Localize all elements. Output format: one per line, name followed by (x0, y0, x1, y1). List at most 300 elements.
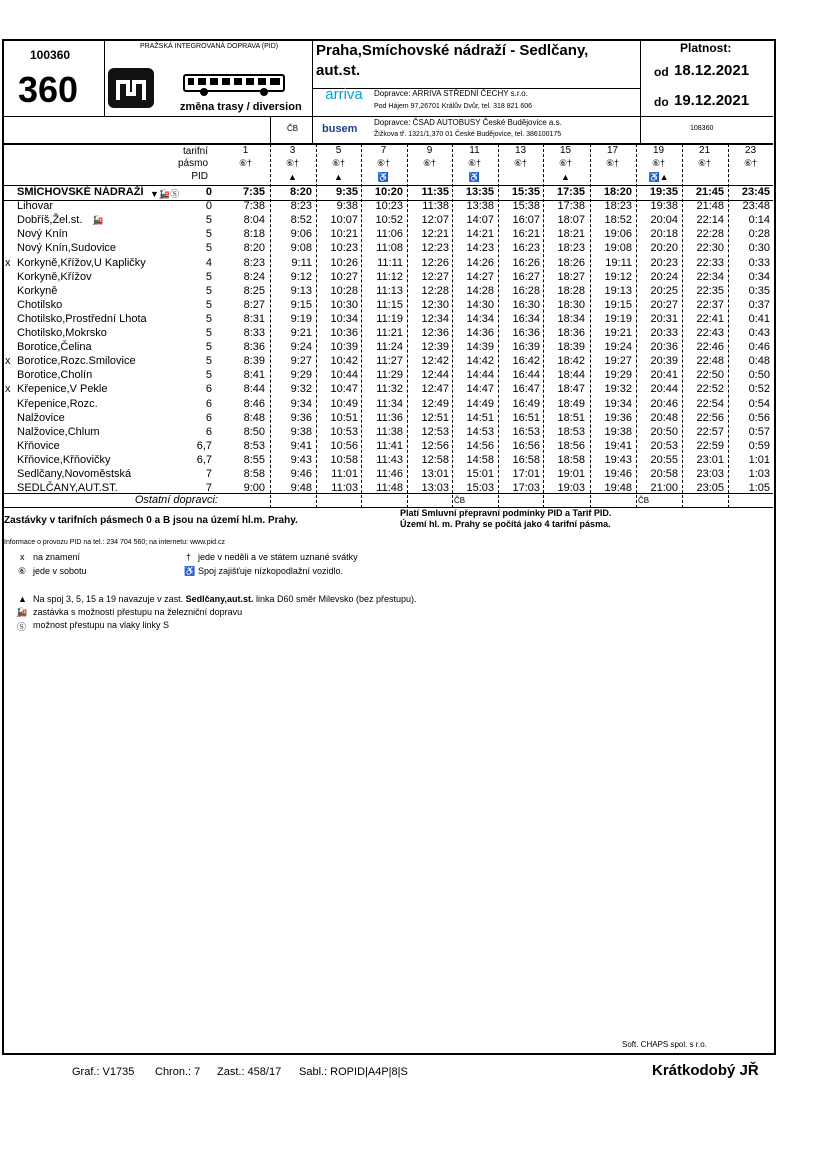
carrier1-address: Pod Hájem 97,26701 Králův Dvůr, tel. 318 821 606 (374, 103, 532, 110)
departure-time: 19:46 (604, 468, 632, 480)
trip-days-symbol: ⑥† (605, 158, 620, 168)
departure-time: 8:58 (243, 468, 265, 480)
stop-zone: 5 (205, 228, 212, 241)
departure-time: 21:45 (695, 186, 724, 198)
departure-time: 16:44 (512, 369, 540, 382)
departure-time: 12:21 (421, 228, 449, 241)
stop-zone: 5 (205, 214, 212, 227)
departure-time: 19:35 (649, 186, 678, 198)
diversion-label: změna trasy / diversion (180, 101, 302, 113)
trip-days-symbol: ⑥† (651, 158, 666, 168)
first-row-divider (3, 200, 773, 201)
stop-zone: 5 (205, 298, 212, 311)
departure-time: 18:53 (557, 425, 585, 438)
departure-time: 19:21 (604, 327, 632, 339)
stop-zone: 6 (205, 425, 212, 438)
stop-name: SEDLČANY,AUT.ST. (17, 482, 118, 495)
trip-days-symbol: ⑥† (376, 158, 391, 168)
departure-time: 22:57 (696, 425, 724, 438)
validity-to-prefix: do (654, 95, 669, 109)
header-vline-4 (270, 116, 271, 143)
departure-time: 20:25 (650, 284, 678, 297)
validity-from-prefix: od (654, 65, 669, 79)
departure-time: 7:35 (242, 186, 265, 198)
arriva-logo: arriva (325, 86, 363, 103)
departure-time: 22:43 (696, 327, 724, 339)
departure-time: 14:21 (466, 228, 494, 241)
departure-time: 11:11 (377, 256, 403, 269)
departure-time: 20:24 (650, 270, 678, 283)
departure-time: 12:56 (421, 439, 449, 452)
license-code: 108360 (690, 125, 714, 132)
stop-name: Nový Knín,Sudovice (17, 242, 117, 255)
footer-sabl: Sabl.: ROPID|A4P|8|S (299, 1066, 408, 1078)
departure-time: 8:23 (243, 256, 265, 269)
footer-zast: Zast.: 458/17 (217, 1066, 282, 1078)
departure-time: 11:21 (376, 327, 403, 339)
departure-time: 19:29 (604, 369, 632, 382)
carrier2-address: Žižkova tř. 1321/1,370 01 České Budějovice, tel. 386100175 (374, 131, 562, 138)
operator-system: PRAŽSKÁ INTEGROVANÁ DOPRAVA (PID) (140, 43, 279, 50)
departure-time: 13:35 (465, 186, 494, 198)
legend-wheelchair-text: Spoj zajišťuje nízkopodlažní vozidlo. (198, 566, 343, 576)
departure-time: 18:23 (557, 242, 585, 255)
departure-time: 11:15 (376, 298, 403, 311)
departure-time: 11:38 (376, 425, 403, 438)
departure-time: 0:41 (748, 312, 770, 325)
departure-time: 22:28 (696, 228, 724, 241)
departure-time: 18:42 (557, 355, 585, 368)
triangle-icon: ▲ (18, 594, 27, 604)
pid-logo (108, 68, 154, 108)
departure-time: 11:36 (376, 411, 403, 424)
departure-time: 8:04 (243, 214, 265, 227)
stop-zone: 5 (205, 284, 212, 297)
trip-days-symbol: ⑥† (697, 158, 712, 168)
other-carrier-mark: ČB (454, 496, 466, 505)
departure-time: 22:35 (696, 284, 724, 297)
label-tarif: tarifní (182, 146, 208, 157)
request-stop-marker: x (5, 256, 11, 269)
other-carriers-divider (3, 507, 773, 508)
departure-time: 22:48 (696, 355, 724, 368)
departure-time: 15:38 (512, 200, 540, 213)
trip-number: 7 (380, 145, 387, 156)
departure-time: 9:08 (290, 242, 312, 255)
departure-time: 9:38 (336, 200, 358, 213)
departure-time: 14:07 (466, 214, 494, 227)
departure-time: 18:28 (557, 284, 585, 297)
departure-time: 19:15 (604, 298, 632, 311)
trip-days-symbol: ⑥† (331, 158, 346, 168)
stop-name: Borotice,Čelina (17, 341, 92, 354)
departure-time: 17:01 (512, 468, 540, 480)
departure-time: 18:30 (557, 298, 585, 311)
departure-time: 16:34 (512, 312, 540, 325)
departure-time: 11:43 (376, 453, 403, 466)
departure-time: 1:01 (748, 453, 770, 466)
departure-time: 20:48 (650, 411, 678, 424)
trip-number: 9 (426, 145, 433, 156)
departure-time: 12:49 (421, 397, 449, 410)
departure-time: 18:51 (557, 411, 585, 424)
departure-time: 18:07 (557, 214, 585, 227)
stop-name: Nalžovice (17, 411, 65, 424)
departure-time: 16:49 (512, 397, 540, 410)
stop-name: Nalžovice,Chlum (17, 425, 100, 438)
departure-time: 17:03 (512, 482, 540, 495)
departure-time: 12:27 (421, 270, 449, 283)
departure-time: 16:28 (512, 284, 540, 297)
bus-icon (182, 72, 288, 103)
departure-time: 11:13 (376, 284, 403, 297)
other-carriers-label: Ostatní dopravci: (134, 494, 218, 506)
departure-time: 19:24 (604, 341, 632, 354)
departure-time: 9:06 (290, 228, 312, 241)
departure-time: 11:03 (331, 482, 358, 495)
departure-time: 10:20 (374, 186, 403, 198)
departure-time: 8:41 (243, 369, 265, 382)
connection-note (33, 594, 417, 604)
departure-time: 11:24 (376, 341, 403, 354)
departure-time: 20:53 (650, 439, 678, 452)
stop-zone: 6 (205, 411, 212, 424)
connection-note-stop: Sedlčany,aut.st. (185, 594, 254, 604)
line-code: 100360 (30, 48, 71, 62)
departure-time: 11:08 (376, 242, 403, 255)
departure-time: 0:59 (748, 439, 770, 452)
trip-number: 1 (242, 145, 249, 156)
departure-time: 7:38 (243, 200, 265, 213)
stop-zone: 6,7 (196, 439, 212, 452)
departure-time: 16:30 (512, 298, 540, 311)
departure-time: 18:56 (557, 439, 585, 452)
departure-time: 20:46 (650, 397, 678, 410)
departure-time: 14:39 (466, 341, 494, 354)
busem-logo: busem (322, 123, 358, 135)
departure-time: 16:21 (512, 228, 540, 241)
departure-time: 19:13 (604, 284, 632, 297)
departure-time: 19:43 (604, 453, 632, 466)
departure-time: 19:32 (604, 383, 632, 396)
departure-time: 9:29 (290, 369, 312, 382)
departure-time: 12:28 (421, 284, 449, 297)
departure-time: 16:51 (512, 411, 540, 424)
stop-name: Borotice,Cholín (17, 369, 93, 382)
departure-time: 9:00 (243, 482, 265, 495)
departure-time: 11:48 (376, 482, 403, 495)
departure-time: 21:48 (696, 200, 724, 213)
departure-time: 9:34 (290, 397, 312, 410)
departure-time: 12:42 (421, 355, 449, 368)
departure-time: 22:50 (696, 369, 724, 382)
departure-time: 12:34 (421, 312, 449, 325)
departure-time: 0:37 (748, 298, 770, 311)
trip-note-symbol: ♿ (377, 172, 390, 182)
departure-time: 0:46 (748, 341, 770, 354)
departure-time: 11:32 (376, 383, 403, 396)
stop-name: Korkyně (17, 284, 58, 297)
stop-zone: 5 (205, 312, 212, 325)
departure-time: 17:38 (557, 200, 585, 213)
departure-time: 20:55 (650, 453, 678, 466)
departure-time: 20:36 (650, 341, 678, 354)
departure-time: 18:21 (557, 228, 585, 241)
trip-days-symbol: ⑥† (558, 158, 573, 168)
departure-time: 15:01 (466, 468, 494, 480)
departure-time: 1:05 (748, 482, 770, 495)
departure-time: 10:39 (330, 341, 358, 354)
departure-time: 22:37 (696, 298, 724, 311)
departure-time: 14:58 (466, 453, 494, 466)
departure-time: 17:35 (556, 186, 585, 198)
departure-time: 20:50 (650, 425, 678, 438)
departure-time: 0:34 (748, 270, 770, 283)
departure-time: 11:46 (376, 468, 403, 480)
trip-number: 19 (652, 145, 665, 156)
departure-time: 9:38 (290, 425, 312, 438)
rail-transfer-note: zastávka s možností přestupu na železniční dopravu (33, 607, 243, 617)
departure-time: 12:53 (421, 425, 449, 438)
trip-note-symbol: ▲ (561, 172, 570, 182)
departure-time: 22:33 (696, 256, 724, 269)
departure-time: 16:07 (512, 214, 540, 227)
stop-zone: 5 (205, 355, 212, 368)
departure-time: 20:18 (650, 228, 678, 241)
connection-note-suffix: linka D60 směr Milevsko (bez přestupu). (255, 594, 417, 604)
departure-time: 0:50 (748, 369, 770, 382)
legend-saturday-text: jede v sobotu (33, 566, 87, 576)
departure-time: 18:34 (557, 312, 585, 325)
departure-time: 11:29 (376, 369, 403, 382)
departure-time: 8:44 (243, 383, 265, 396)
header-vline-2 (312, 40, 313, 143)
departure-time: 16:23 (512, 242, 540, 255)
departure-time: 11:41 (376, 439, 403, 452)
stop-name: Dobříš,Žel.st. (17, 214, 83, 227)
trip-note-symbol: ▲ (334, 172, 343, 182)
trip-number: 21 (698, 145, 711, 156)
departure-time: 14:36 (466, 327, 494, 339)
stop-zone: 6 (205, 383, 212, 396)
departure-time: 18:27 (557, 270, 585, 283)
departure-time: 10:58 (330, 453, 358, 466)
stop-zone: 4 (205, 256, 212, 269)
label-pid: PID (191, 171, 208, 182)
departure-time: 13:03 (421, 482, 449, 495)
departure-time: 0:54 (748, 397, 770, 410)
cb-mark-header: ČB (287, 124, 299, 133)
departure-time: 21:00 (650, 482, 678, 495)
departure-time: 20:58 (650, 468, 678, 480)
request-stop-marker: x (5, 383, 11, 396)
departure-time: 8:36 (243, 341, 265, 354)
departure-time: 11:38 (422, 200, 449, 213)
departure-time: 19:34 (604, 397, 632, 410)
footer-graf: Graf.: V1735 (72, 1066, 135, 1078)
departure-time: 9:24 (290, 341, 312, 354)
validity-from-date: 18.12.2021 (674, 62, 750, 79)
stop-name: Křepenice,Rozc. (17, 397, 98, 410)
departure-time: 11:12 (376, 270, 403, 283)
departure-time: 16:53 (512, 425, 540, 438)
departure-time: 11:27 (376, 355, 403, 368)
departure-time: 9:36 (290, 411, 312, 424)
departure-time: 20:23 (650, 256, 678, 269)
departure-time: 9:48 (290, 482, 312, 495)
departure-time: 22:14 (696, 214, 724, 227)
departure-time: 18:36 (557, 327, 585, 339)
stop-zone: 5 (205, 270, 212, 283)
stop-name: Lihovar (17, 200, 54, 213)
departure-time: 10:36 (330, 327, 358, 339)
departure-time: 0:48 (748, 355, 770, 368)
legend-saturday-symbol: ⑥ (18, 566, 27, 576)
departure-time: 20:31 (650, 312, 678, 325)
departure-time: 8:33 (243, 327, 265, 339)
departure-time: 10:26 (330, 256, 358, 269)
footer-title: Krátkodobý JŘ (652, 1062, 759, 1079)
trip-days-symbol: ⑥† (513, 158, 528, 168)
request-stop-marker: x (5, 355, 11, 368)
departure-time: 18:58 (557, 453, 585, 466)
departure-time: 14:49 (466, 397, 494, 410)
departure-time: 0:57 (748, 425, 770, 438)
departure-time: 16:39 (512, 341, 540, 354)
departure-time: 18:39 (557, 341, 585, 354)
departure-time: 14:53 (466, 425, 494, 438)
label-pasmo: pásmo (177, 158, 208, 169)
departure-time: 13:01 (421, 468, 449, 480)
stop-name: Chotilsko,Prostřední Lhota (17, 312, 147, 325)
departure-time: 20:44 (650, 383, 678, 396)
departure-time: 9:12 (290, 270, 312, 283)
stop-zone: 5 (205, 327, 212, 339)
stop-zone: 0 (205, 200, 212, 213)
departure-time: 23:48 (742, 200, 770, 213)
route-title-line-1: Praha,Smíchovské nádraží - Sedlčany, (316, 42, 589, 59)
departure-time: 0:56 (748, 411, 770, 424)
stop-name: Borotice,Rozc.Smilovice (17, 355, 136, 368)
legend-sunday-text: jede v neděli a ve státem uznané svátky (198, 552, 358, 562)
stop-name: Korkyně,Křížov,U Kapličky (17, 256, 146, 269)
header-vline-1 (104, 40, 105, 116)
departure-time: 10:56 (330, 439, 358, 452)
trip-days-symbol: ⑥† (743, 158, 758, 168)
stop-name: SMÍCHOVSKÉ NÁDRAŽÍ (17, 186, 144, 198)
departure-time: 0:28 (748, 228, 770, 241)
departure-time: 12:58 (421, 453, 449, 466)
departure-time: 1:03 (748, 468, 770, 480)
stop-name: Křňovice (17, 439, 60, 452)
stop-zone: 7 (205, 482, 212, 495)
departure-time: 9:19 (290, 312, 312, 325)
stop-name: Nový Knín (17, 228, 68, 241)
departure-time: 12:39 (421, 341, 449, 354)
departure-time: 14:28 (466, 284, 494, 297)
prague-zones-note: Území hl. m. Prahy se počítá jako 4 tarifní pásma. (400, 519, 611, 529)
departure-time: 14:44 (466, 369, 494, 382)
trip-number: 13 (514, 145, 527, 156)
departure-time: 9:35 (335, 186, 358, 198)
departure-time: 10:52 (375, 214, 403, 227)
departure-time: 8:46 (243, 397, 265, 410)
departure-time: 10:30 (330, 298, 358, 311)
carrier2-name: Dopravce: ČSAD AUTOBUSY České Budějovice a.s. (374, 118, 562, 127)
line-number: 360 (18, 69, 79, 110)
departure-time: 19:01 (557, 468, 585, 480)
departure-time: 14:47 (466, 383, 494, 396)
departure-time: 19:08 (604, 242, 632, 255)
other-carrier-mark: ČB (638, 496, 650, 505)
departure-time: 19:36 (604, 411, 632, 424)
departure-time: 19:06 (604, 228, 632, 241)
departure-time: 16:36 (512, 327, 540, 339)
departure-time: 8:20 (243, 242, 265, 255)
departure-time: 0:52 (748, 383, 770, 396)
departure-time: 16:42 (512, 355, 540, 368)
trip-note-symbol: ♿ (468, 172, 481, 182)
pid-logo-icon (108, 68, 154, 108)
trip-days-symbol: ⑥† (422, 158, 437, 168)
departure-time: 16:58 (512, 453, 540, 466)
departure-time: 8:31 (243, 312, 265, 325)
departure-time: 18:49 (557, 397, 585, 410)
departure-time: 16:47 (512, 383, 540, 396)
pid-conditions-note: Platí Smluvní přepravní podmínky PID a Tarif PID. (400, 508, 612, 518)
departure-time: 8:25 (243, 284, 265, 297)
departure-time: 19:41 (604, 439, 632, 452)
departure-time: 8:20 (289, 186, 312, 198)
departure-time: 14:34 (466, 312, 494, 325)
departure-time: 22:56 (696, 411, 724, 424)
validity-to-date: 19.12.2021 (674, 92, 750, 109)
departure-time: 9:13 (290, 284, 312, 297)
departure-time: 23:01 (696, 453, 724, 466)
departure-time: 8:27 (243, 298, 265, 311)
departure-time: 14:26 (466, 256, 494, 269)
stop-zone: 5 (205, 242, 212, 255)
departure-time: 20:41 (650, 369, 678, 382)
departure-time: 14:42 (466, 355, 494, 368)
departure-time: 10:44 (330, 369, 358, 382)
legend-sunday-symbol: † (186, 552, 192, 562)
departure-time: 10:21 (330, 228, 358, 241)
departure-time: 9:43 (290, 453, 312, 466)
departure-time: 18:52 (604, 214, 632, 227)
s-train-icon: Ⓢ (17, 622, 27, 632)
trip-days-symbol: ⑥† (238, 158, 253, 168)
departure-time: 18:23 (604, 200, 632, 213)
departure-time: 14:27 (466, 270, 494, 283)
departure-time: 10:28 (330, 284, 358, 297)
trip-number: 5 (335, 145, 342, 156)
departure-time: 11:06 (376, 228, 403, 241)
legend-x-symbol: x (20, 552, 25, 562)
departure-time: 18:20 (603, 186, 632, 198)
trip-note-symbol: ♿▲ (648, 172, 669, 182)
stop-name: Korkyně,Křížov (17, 270, 92, 283)
stop-zone: 5 (205, 341, 212, 354)
departure-time: 23:05 (696, 482, 724, 495)
train-icon: 🚂 (16, 607, 28, 617)
departure-time: 12:36 (421, 327, 449, 339)
departure-time: 22:46 (696, 341, 724, 354)
departure-time: 9:21 (290, 327, 312, 339)
departure-time: 8:23 (290, 200, 312, 213)
departure-time: 10:49 (330, 397, 358, 410)
departure-time: 8:18 (243, 228, 265, 241)
